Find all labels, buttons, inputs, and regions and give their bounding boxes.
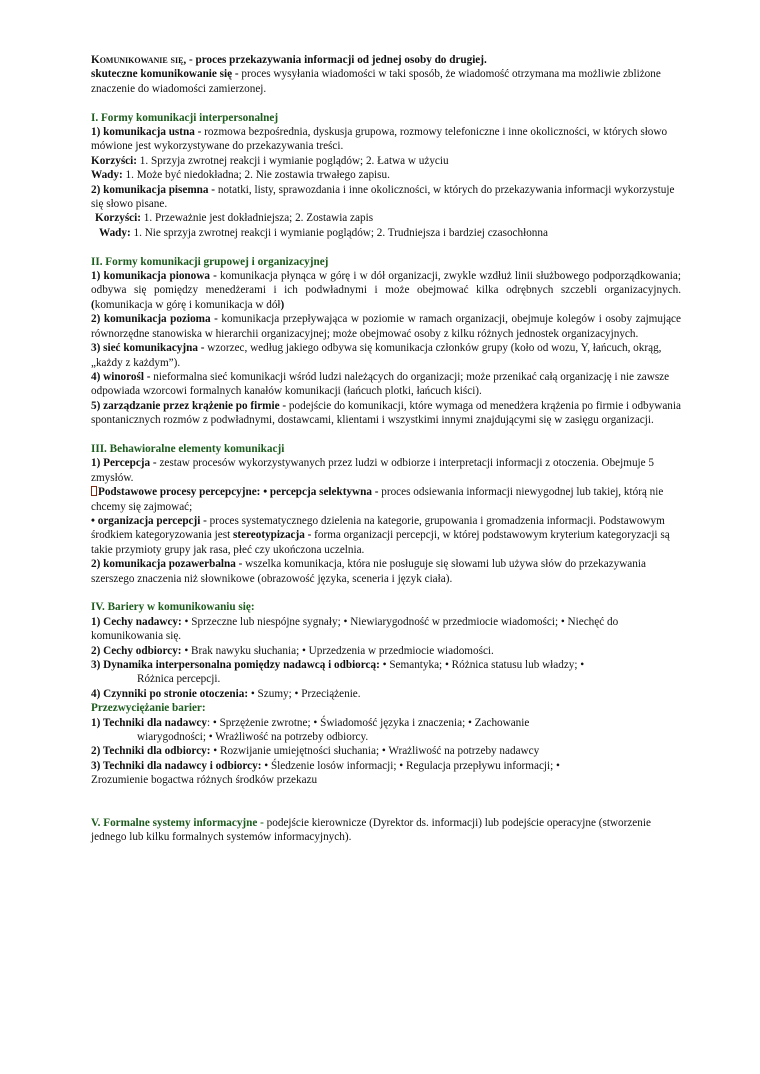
- term: Czynniki po stronie otoczenia:: [103, 687, 249, 700]
- cons-line: Wady: 1. Może być niedokładna; 2. Nie zostawia trwałego zapisu.: [91, 169, 390, 182]
- list-item: 4) Czynniki po stronie otoczenia: • Szumy; • Przeciążenie.: [91, 687, 361, 700]
- term: Dynamika interpersonalna pomiędzy nadawcą i odbiorcą:: [103, 659, 380, 671]
- subheading: Przezwyciężanie barier:: [91, 702, 206, 715]
- list-item: 1) komunikacja ustna - rozmowa bezpośrednia, dyskusja grupowa, rozmowy telefoniczne i inne okoliczności, w których słowo mówione jest wykorzystywane do przekazywania treści.: [91, 126, 668, 153]
- list-item: 1) Percepcja - zestaw procesów wykorzystywanych przez ludzi w odbiorze i interpretacji informacji z otoczenia. Obejmuje 5 zmysłów.: [91, 457, 654, 484]
- section-heading-2: II. Formy komunikacji grupowej i organizacyjnej: [91, 255, 329, 268]
- section-heading-1: I. Formy komunikacji interpersonalnej: [91, 111, 279, 124]
- term: stereotypizacja -: [232, 529, 312, 542]
- definition: - proces przekazywania informacji od jednej osoby do drugiej.: [186, 54, 487, 66]
- list-item: 4) winorośl - nieformalna sieć komunikacji wśród ludzi należących do organizacji; może przenikać całą organizację i nie zawsze odpowiada wzorcowi formalnych kanałów komunikacji (łańcuch plotki, łańcuch kiści).: [91, 370, 670, 398]
- term: percepcja selektywna -: [269, 486, 379, 499]
- term: Cechy odbiorcy:: [103, 644, 182, 657]
- term: skuteczne komunikowanie się -: [91, 68, 239, 81]
- term: Techniki dla odbiorcy:: [102, 745, 211, 758]
- term: komunikacja pisemna -: [103, 183, 216, 196]
- section-heading-4: IV. Bariery w komunikowaniu się:: [91, 601, 255, 614]
- list-item-continuation: Różnica percepcji.: [137, 673, 221, 686]
- list-item: • organizacja percepcji - proces systematycznego dzielenia na kategorie, grupowania i gromadzenia informacji. Podstawowym środkiem kategoryzowania jest stereotypizacja - forma organizacji percepcji, w której podstawowym kryterium kategoryzacji są takie przymioty grupy jak rasa, płeć czy ukończona uczelnia.: [91, 514, 670, 556]
- intro-line-2: [91, 67, 681, 96]
- list-item: 1) komunikacja pionowa - komunikacja płynąca w górę i w dół organizacji, zwykle wzdłuż linii służbowego podporządkowania; odbywa się pomiędzy menedżerami i ich podwładnymi i może obejmować kilka odrębnych szczebli organizacyjnych. (komunikacja w górę i komunikacja w dół): [91, 270, 681, 311]
- term: Percepcja -: [103, 457, 157, 470]
- list-item-continuation: Zrozumienie bogactwa różnych środków przekazu: [91, 774, 318, 787]
- list-item: 1) Techniki dla nadawcy: • Sprzężenie zwrotne; • Świadomość języka i znaczenia; • Zachowanie: [91, 716, 530, 729]
- term: winorośl -: [103, 370, 151, 383]
- term: sieć komunikacyjna -: [103, 342, 205, 355]
- list-item: 3) Techniki dla nadawcy i odbiorcy: • Śledzenie losów informacji; • Regulacja przepływu informacji; •: [91, 759, 560, 772]
- cons-line: Wady: 1. Nie sprzyja zwrotnej reakcji i wymianie poglądów; 2. Trudniejsza i bardziej czasochłonna: [99, 226, 548, 239]
- term: Cechy nadawcy:: [103, 615, 182, 628]
- term: komunikacja pozawerbalna -: [103, 558, 243, 571]
- pros-line: Korzyści: 1. Przeważnie jest dokładniejsza; 2. Zostawia zapis: [95, 212, 374, 225]
- term: komunikacja pozioma -: [103, 313, 218, 326]
- list-item: 2) Techniki dla odbiorcy: • Rozwijanie umiejętności słuchania; • Wrażliwość na potrzeby nadawcy: [91, 745, 540, 758]
- term: komunikacja ustna -: [103, 126, 202, 139]
- term: Techniki dla nadawcy: [102, 716, 207, 729]
- list-item-continuation: wiarygodności; • Wrażliwość na potrzeby odbiorcy.: [137, 731, 369, 744]
- list-item: 2) komunikacja pozioma - komunikacja przepływająca w poziomie w ramach organizacji, obejmuje kolegów i osoby zajmujące równorzędne stanowiska w hierarchii organizacyjnej; może obejmować osoby z kilku różnych jednostek organizacyjnych.: [91, 313, 681, 340]
- term: Techniki dla nadawcy i odbiorcy:: [102, 759, 262, 772]
- intro-line-1: Komunikowanie się, - proces przekazywania informacji od jednej osoby do drugiej.: [91, 54, 487, 66]
- definition: proces wysyłania wiadomości w taki sposób, że wiadomość otrzymana ma możliwie zbliżone znaczenie do wiadomości zamierzonej.: [91, 68, 661, 95]
- list-item: 2) komunikacja pisemna - notatki, listy, sprawozdania i inne okoliczności, w których do przekazywania informacji wykorzystuje się słowo pisane.: [91, 183, 675, 211]
- list-item: Podstawowe procesy percepcyjne: • percepcja selektywna - proces odsiewania informacji niewygodnej lub takiej, którą nie chcemy się zajmować;: [91, 486, 664, 513]
- list-item: 3) sieć komunikacyjna - wzorzec, według jakiego odbywa się komunikacja członków grupy (koło od wozu, Y, łańcuch, okrąg, „każdy z każdym”).: [91, 342, 662, 369]
- list-item: 1) Cechy nadawcy: • Sprzeczne lub niespójne sygnały; • Niewiarygodność w przedmiocie wiadomości; • Niechęć do komunikowania się.: [91, 615, 619, 643]
- list-item: 5) zarządzanie przez krążenie po firmie - podejście do komunikacji, które wymaga od menedżera krążenia po firmie i odbywania spontanicznych rozmów z podwładnymi, dostawcami, klientami i wszystkimi innymi znajdującymi się w zasięgu organizacji.: [91, 399, 681, 427]
- section-heading-3: III. Behawioralne elementy komunikacji: [91, 442, 285, 455]
- term: organizacja percepcji -: [97, 514, 207, 527]
- document-page: [91, 53, 681, 844]
- term: Komunikowanie się: [91, 54, 184, 66]
- section-heading-5: V. Formalne systemy informacyjne -: [91, 816, 264, 829]
- list-item: 3) Dynamika interpersonalna pomiędzy nadawcą i odbiorcą: • Semantyka; • Różnica statusu lub władzy; •: [91, 659, 585, 671]
- term: komunikacja pionowa -: [103, 270, 217, 283]
- section-5: V. Formalne systemy informacyjne - podejście kierownicze (Dyrektor ds. informacji) lub podejście operacyjne (stworzenie jednego lub kilku formalnych systemów informacyjnych).: [91, 816, 651, 844]
- pros-line: Korzyści: 1. Sprzyja zwrotnej reakcji i wymianie poglądów; 2. Łatwa w użyciu: [91, 154, 449, 167]
- bullet-square-icon: [91, 486, 97, 496]
- term: zarządzanie przez krążenie po firmie -: [103, 399, 287, 412]
- label: Podstawowe procesy percepcyjne:: [98, 486, 261, 499]
- list-item: 2) Cechy odbiorcy: • Brak nawyku słuchania; • Uprzedzenia w przedmiocie wiadomości.: [91, 644, 494, 657]
- list-item: 2) komunikacja pozawerbalna - wszelka komunikacja, która nie posługuje się słowami lub używa słów do przekazywania szerszego znaczenia niż słownikowe (obrazowość języka, sceneria i język ciała).: [91, 558, 646, 585]
